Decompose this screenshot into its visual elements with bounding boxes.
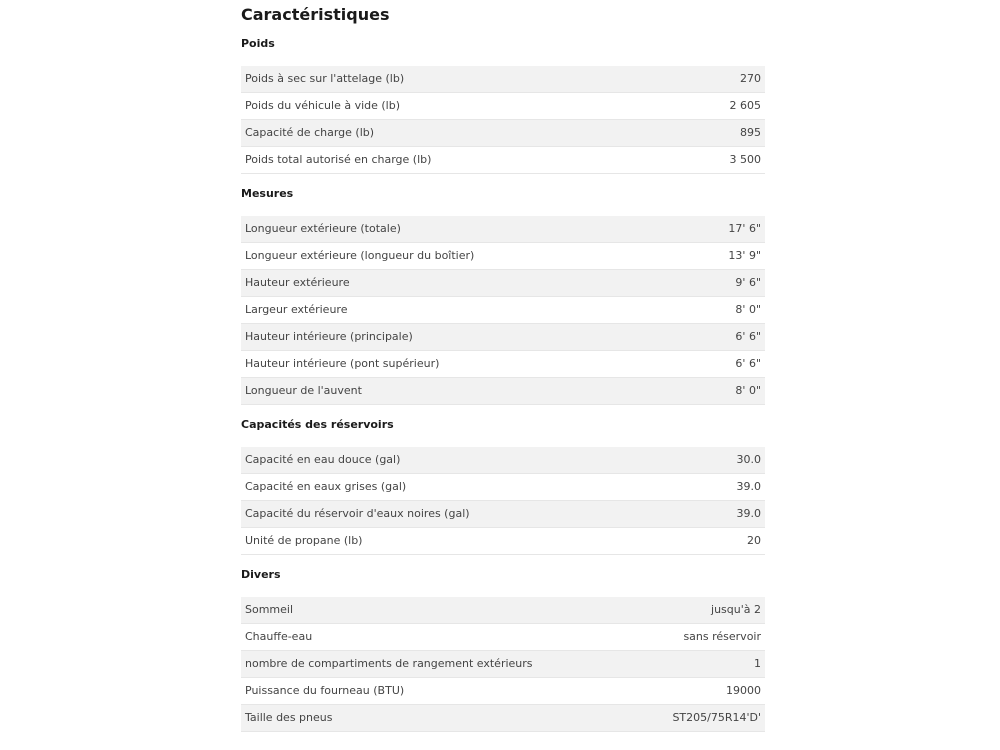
spec-value: 8' 0" — [627, 378, 765, 405]
spec-label: nombre de compartiments de rangement extérieurs — [241, 651, 627, 678]
spec-table-weights — [241, 66, 765, 174]
table-row — [241, 705, 765, 732]
spec-value: 17' 6" — [627, 216, 765, 243]
section-weights — [241, 36, 765, 174]
spec-label: Hauteur intérieure (pont supérieur) — [241, 351, 627, 378]
spec-label: Capacité du réservoir d'eaux noires (gal) — [241, 501, 627, 528]
spec-value: 8' 0" — [627, 297, 765, 324]
spec-value: ST205/75R14'D' — [627, 705, 765, 732]
table-row — [241, 297, 765, 324]
spec-label: Unité de propane (lb) — [241, 528, 627, 555]
table-row — [241, 243, 765, 270]
table-row — [241, 597, 765, 624]
spec-value: 9' 6" — [627, 270, 765, 297]
spec-label: Poids du véhicule à vide (lb) — [241, 93, 627, 120]
table-row — [241, 93, 765, 120]
table-row — [241, 216, 765, 243]
spec-label: Longueur extérieure (longueur du boîtier) — [241, 243, 627, 270]
spec-value: sans réservoir — [627, 624, 765, 651]
spec-label: Longueur de l'auvent — [241, 378, 627, 405]
spec-label: Hauteur intérieure (principale) — [241, 324, 627, 351]
spec-value: 39.0 — [627, 501, 765, 528]
spec-label: Poids total autorisé en charge (lb) — [241, 147, 627, 174]
spec-label: Capacité en eaux grises (gal) — [241, 474, 627, 501]
table-row — [241, 501, 765, 528]
table-row — [241, 678, 765, 705]
table-row — [241, 447, 765, 474]
spec-value: 2 605 — [627, 93, 765, 120]
spec-label: Capacité en eau douce (gal) — [241, 447, 627, 474]
spec-value: 270 — [627, 66, 765, 93]
spec-label: Largeur extérieure — [241, 297, 627, 324]
spec-label: Longueur extérieure (totale) — [241, 216, 627, 243]
spec-label: Taille des pneus — [241, 705, 627, 732]
spec-value: 13' 9" — [627, 243, 765, 270]
spec-label: Sommeil — [241, 597, 627, 624]
spec-value: 30.0 — [627, 447, 765, 474]
table-row — [241, 66, 765, 93]
table-row — [241, 474, 765, 501]
section-title: Divers — [241, 568, 281, 581]
table-row — [241, 270, 765, 297]
table-row — [241, 147, 765, 174]
spec-value: 1 — [627, 651, 765, 678]
table-row — [241, 351, 765, 378]
spec-value: 6' 6" — [627, 324, 765, 351]
spec-value: 895 — [627, 120, 765, 147]
table-row — [241, 378, 765, 405]
spec-table-measurements — [241, 216, 765, 405]
spec-value: 19000 — [627, 678, 765, 705]
section-title: Mesures — [241, 187, 294, 200]
spec-table-misc — [241, 597, 765, 732]
spec-table-tanks — [241, 447, 765, 555]
spec-value: 6' 6" — [627, 351, 765, 378]
table-row — [241, 651, 765, 678]
spec-label: Poids à sec sur l'attelage (lb) — [241, 66, 627, 93]
table-row — [241, 624, 765, 651]
specifications-panel — [241, 4, 765, 744]
spec-value: 3 500 — [627, 147, 765, 174]
spec-label: Hauteur extérieure — [241, 270, 627, 297]
section-miscellaneous — [241, 567, 765, 732]
section-title: Capacités des réservoirs — [241, 418, 394, 431]
section-tank-capacities — [241, 417, 765, 555]
page-title: Caractéristiques — [241, 5, 390, 24]
table-row — [241, 528, 765, 555]
spec-value: jusqu'à 2 — [627, 597, 765, 624]
table-row — [241, 324, 765, 351]
spec-label: Puissance du fourneau (BTU) — [241, 678, 627, 705]
section-measurements — [241, 186, 765, 405]
section-title: Poids — [241, 37, 275, 50]
spec-value: 39.0 — [627, 474, 765, 501]
spec-label: Chauffe-eau — [241, 624, 627, 651]
spec-value: 20 — [627, 528, 765, 555]
table-row — [241, 120, 765, 147]
spec-label: Capacité de charge (lb) — [241, 120, 627, 147]
